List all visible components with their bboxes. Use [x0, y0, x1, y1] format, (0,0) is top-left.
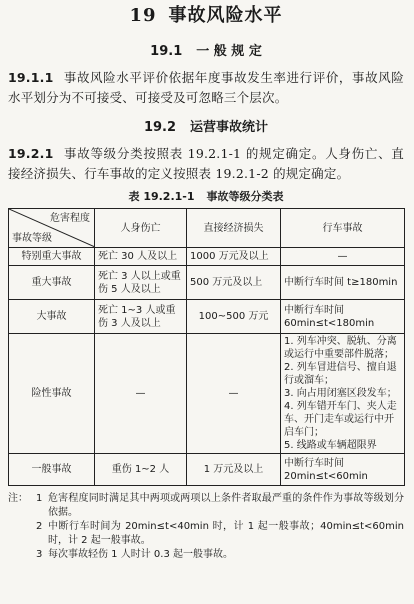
cell-level: 大事故: [9, 300, 95, 334]
cell-loss: —: [187, 334, 281, 454]
cell-casualty: —: [95, 334, 187, 454]
cell-traffic: 中断行车时间 60min≤t<180min: [281, 300, 405, 334]
cell-level: 重大事故: [9, 266, 95, 300]
table-row: [9, 454, 405, 486]
paragraph-19-2-1: [8, 144, 404, 184]
cell-loss: 500 万元及以上: [187, 266, 281, 300]
paragraph-text: 事故风险水平评价依据年度事故发生率进行评价，事故风险水平划分为不可接受、可接受及可忽略三个层次。: [8, 70, 404, 105]
note-item: [8, 548, 404, 562]
section-number: 19.1: [150, 44, 183, 59]
chapter-title: [8, 4, 404, 28]
cell-traffic-list: [281, 334, 405, 454]
cell-casualty: 死亡 30 人及以上: [95, 248, 187, 266]
cell-level: 险性事故: [9, 334, 95, 454]
note-index: 1: [36, 493, 43, 504]
cell-casualty: 重伤 1~2 人: [95, 454, 187, 486]
table-row: [9, 266, 405, 300]
header-traffic: 行车事故: [281, 209, 405, 248]
traffic-item: 1. 列车冲突、脱轨、分离或运行中重要部件脱落；: [284, 336, 397, 360]
table-header-row: [9, 209, 405, 248]
traffic-item: 3. 向占用闭塞区段发车；: [284, 388, 397, 399]
section-title-general: [8, 42, 404, 62]
cell-casualty: 死亡 3 人以上或重伤 5 人及以上: [95, 266, 187, 300]
cell-loss: 1000 万元及以上: [187, 248, 281, 266]
note-index: 2: [36, 521, 43, 532]
table-notes: [8, 492, 404, 562]
table-title: 事故等级分类表: [206, 190, 284, 203]
table-number: 表 19.2.1-1: [128, 190, 195, 203]
cell-level: 特别重大事故: [9, 248, 95, 266]
header-severity: 危害程度: [50, 213, 90, 224]
note-item: [8, 492, 404, 520]
note-index: 3: [36, 549, 43, 560]
note-text: 危害程度同时满足其中两项或两项以上条件者取最严重的条件作为事故等级划分依据。: [48, 493, 404, 518]
paragraph-19-1-1: [8, 68, 404, 108]
paragraph-number: 19.1.1: [8, 70, 54, 85]
cell-traffic: 中断行车时间 20min≤t<60min: [281, 454, 405, 486]
table-row: [9, 334, 405, 454]
accident-grade-table: [8, 208, 405, 486]
cell-traffic: —: [281, 248, 405, 266]
traffic-item: 2. 列车冒进信号、擅自退行或溜车；: [284, 362, 397, 386]
table-caption: [8, 188, 404, 206]
section-title-statistics: [8, 118, 404, 138]
cell-casualty: 死亡 1~3 人或重伤 3 人及以上: [95, 300, 187, 334]
notes-lead: 注：: [8, 493, 28, 504]
header-loss: 直接经济损失: [187, 209, 281, 248]
paragraph-text: 事故等级分类按照表 19.2.1-1 的规定确定。人身伤亡、直接经济损失、行车事故的定义按照表 19.2.1-2 的规定确定。: [8, 146, 404, 181]
cell-loss: 1 万元及以上: [187, 454, 281, 486]
diagonal-header-cell: [9, 209, 95, 248]
chapter-title-text: 事故风险水平: [168, 5, 283, 26]
note-item: [8, 520, 404, 548]
cell-level: 一般事故: [9, 454, 95, 486]
note-text: 每次事故轻伤 1 人时计 0.3 起一般事故。: [48, 549, 233, 560]
traffic-item: 5. 线路或车辆超限界: [284, 440, 377, 451]
note-text: 中断行车时间为 20min≤t<40min 时，计 1 起一般事故；40min≤t<60min 时，计 2 起一般事故。: [48, 521, 404, 546]
chapter-number: 19: [129, 5, 157, 26]
section-number: 19.2: [143, 120, 177, 135]
table-row: [9, 248, 405, 266]
cell-traffic: 中断行车时间 t≥180min: [281, 266, 405, 300]
cell-loss: 100~500 万元: [187, 300, 281, 334]
paragraph-number: 19.2.1: [8, 146, 54, 161]
header-grade: 事故等级: [12, 233, 52, 244]
table-row: [9, 300, 405, 334]
section-title-text: 运营事故统计: [190, 120, 269, 135]
section-title-text: 一 般 规 定: [196, 44, 262, 59]
header-casualty: 人身伤亡: [95, 209, 187, 248]
traffic-item: 4. 列车错开车门、夹人走车、开门走车或运行中开启车门；: [284, 401, 397, 438]
